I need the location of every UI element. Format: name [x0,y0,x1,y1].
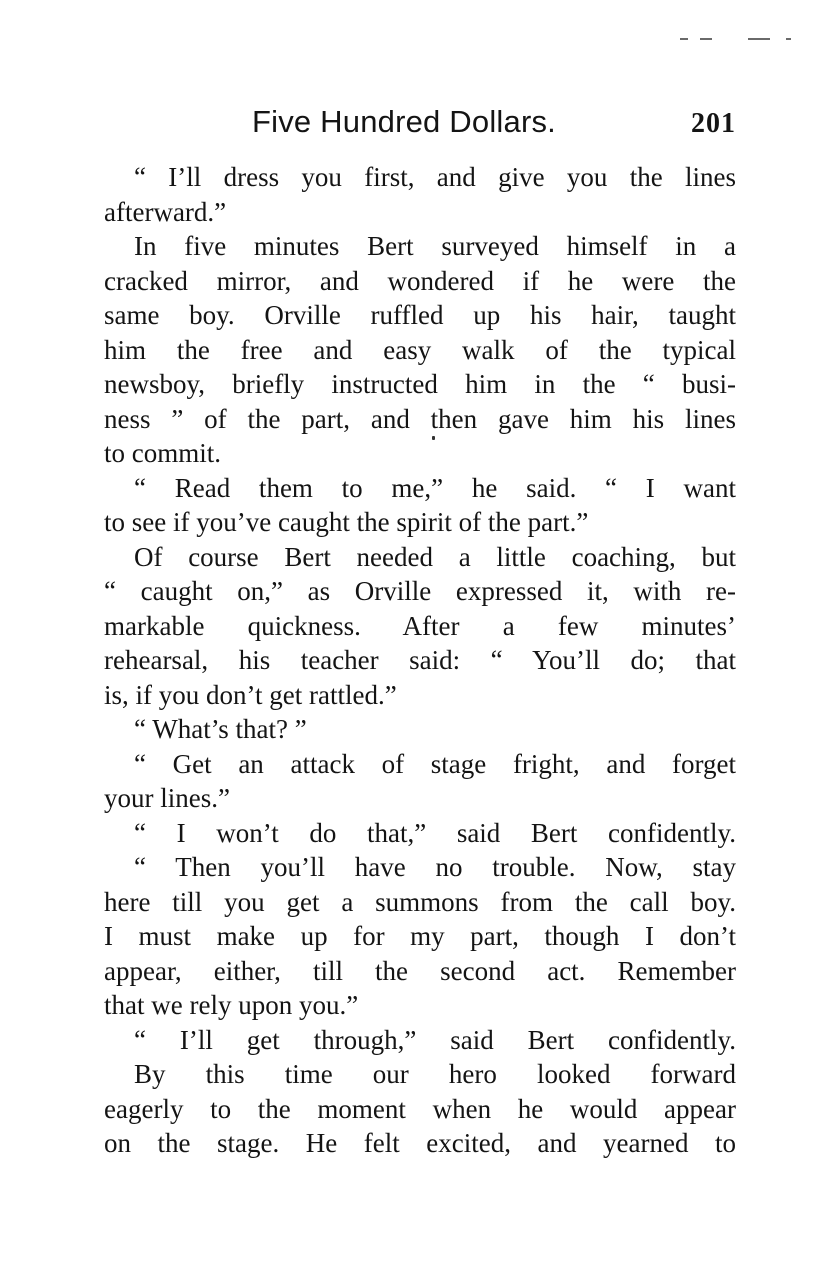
text-line: rehearsal, his teacher said: “ You’ll do; that [104,645,736,675]
text-line: him the free and easy walk of the typical [104,334,736,365]
text-line: I must make up for my part, though I don’t [104,921,736,951]
text-line: is, if you don’t get rattled.” [104,679,397,710]
text-line: appear, either, till the second act. Remember [104,955,736,986]
text-line: your lines.” [104,783,230,813]
page-header [104,100,736,144]
running-title: Five Hundred Dollars. [252,104,556,139]
text-line: “ Then you’ll have no trouble. Now, stay [134,852,736,882]
text-line: same boy. Orville ruffled up his hair, taught [104,300,736,330]
text-line: Of course Bert needed a little coaching, but [134,541,736,572]
text-line: “ Read them to me,” he said. “ I want [134,472,736,503]
text-line: newsboy, briefly instructed him in the “ busi- [104,369,736,399]
text-line: cracked mirror, and wondered if he were the [104,265,736,296]
text-line: that we rely upon you.” [104,990,359,1020]
scan-artifact-marks [0,38,813,42]
text-line: In five minutes Bert surveyed himself in a [134,231,736,261]
text-line: afterward.” [104,196,227,227]
text-line: on the stage. He felt excited, and yearned to [104,1128,736,1158]
text-line: eagerly to the moment when he would appear [104,1093,736,1124]
text-line: “ caught on,” as Orville expressed it, with re- [104,576,736,606]
text-line: By this time our hero looked forward [134,1059,736,1089]
text-line: here till you get a summons from the call boy. [104,886,736,917]
text-line: ness ” of the part, and then gave him his lines [104,403,736,434]
text-line: “ Get an attack of stage fright, and forget [134,748,736,779]
page-number: 201 [691,108,736,139]
text-line: “ What’s that? ” [134,714,307,744]
text-line: markable quickness. After a few minutes’ [104,610,736,641]
text-line: to see if you’ve caught the spirit of the part.” [104,507,589,537]
text-line: “ I’ll get through,” said Bert confidently. [134,1024,736,1055]
text-line: to commit. [104,438,221,468]
text-line: “ I’ll dress you first, and give you the lines [134,162,736,192]
text-line: “ I won’t do that,” said Bert confidently. [134,817,736,848]
body-text [104,160,736,1161]
